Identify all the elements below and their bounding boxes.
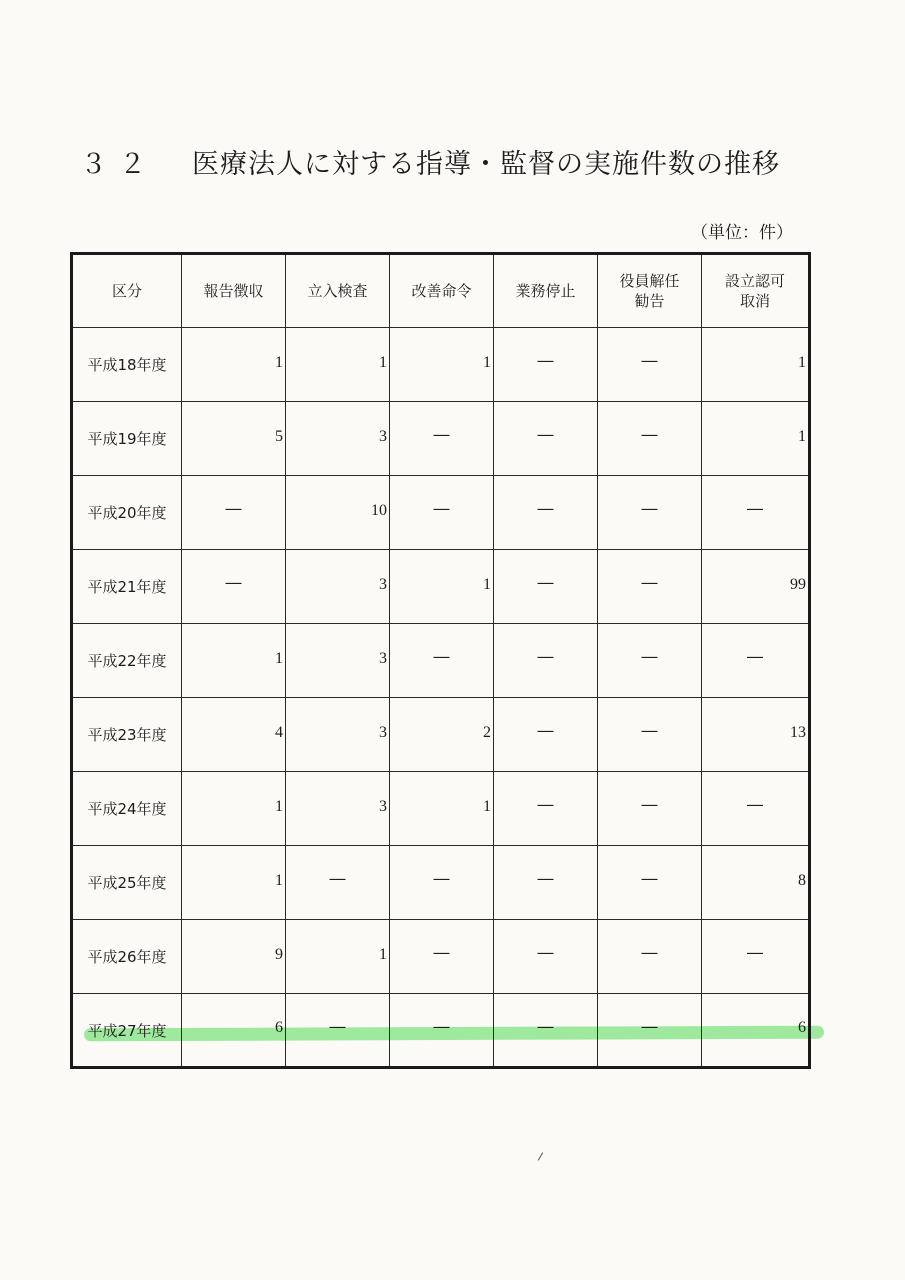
table-cell: ― — [702, 472, 810, 546]
row-year-label: 平成19年度 — [72, 402, 182, 476]
table-cell: ― — [390, 842, 494, 916]
column-header: 設立認可 取消 — [702, 254, 810, 328]
title-text: 医療法人に対する指導・監督の実施件数の推移 — [192, 149, 780, 180]
row-year-label: 平成18年度 — [72, 328, 182, 402]
table-cell: ― — [494, 842, 598, 916]
table-row — [72, 846, 810, 920]
table-cell: 1 — [390, 770, 494, 844]
table-cell: 3 — [286, 548, 390, 622]
table-cell: 13 — [702, 696, 810, 770]
row-year-label: 平成27年度 — [72, 994, 182, 1068]
table-row — [72, 328, 810, 402]
table-row — [72, 698, 810, 772]
table-cell: ― — [182, 472, 286, 546]
row-year-label: 平成21年度 — [72, 550, 182, 624]
table-cell: 6 — [702, 992, 810, 1066]
table-cell: ― — [598, 694, 702, 768]
table-cell: ― — [598, 324, 702, 398]
table-cell: 2 — [390, 696, 494, 770]
table-body — [72, 328, 810, 1068]
table-cell: ― — [390, 990, 494, 1064]
table-cell: ― — [494, 694, 598, 768]
table-cell: 3 — [286, 696, 390, 770]
table-cell: ― — [598, 990, 702, 1064]
table-cell: ― — [390, 398, 494, 472]
row-year-label: 平成26年度 — [72, 920, 182, 994]
table-cell: ― — [494, 620, 598, 694]
table-cell: ― — [702, 620, 810, 694]
table-cell: 1 — [182, 770, 286, 844]
table-cell: ― — [702, 768, 810, 842]
table-cell: ― — [598, 398, 702, 472]
table-cell: ― — [598, 620, 702, 694]
table-cell: ― — [390, 472, 494, 546]
table-cell: 99 — [702, 548, 810, 622]
inspection-count-table — [70, 252, 811, 1069]
table-cell: ― — [494, 916, 598, 990]
table-cell: ― — [598, 546, 702, 620]
table-cell: 1 — [390, 548, 494, 622]
table-cell: 6 — [182, 992, 286, 1066]
table-row — [72, 550, 810, 624]
table-cell: 5 — [182, 400, 286, 474]
table-cell: 1 — [702, 326, 810, 400]
table-cell: 1 — [182, 844, 286, 918]
table-cell: 1 — [390, 326, 494, 400]
column-header: 報告徴収 — [182, 254, 286, 328]
table-cell: 1 — [702, 400, 810, 474]
table-cell: ― — [390, 916, 494, 990]
table-row — [72, 624, 810, 698]
column-header: 立入検査 — [286, 254, 390, 328]
table-cell: ― — [390, 620, 494, 694]
row-year-label: 平成23年度 — [72, 698, 182, 772]
header-row — [72, 254, 810, 328]
table-cell: ― — [598, 768, 702, 842]
table-cell: ― — [182, 546, 286, 620]
table-cell: 8 — [702, 844, 810, 918]
table-row — [72, 994, 810, 1068]
table-cell: ― — [702, 916, 810, 990]
stray-mark — [538, 1152, 543, 1160]
table-cell: 1 — [286, 918, 390, 992]
table-row — [72, 402, 810, 476]
table-row — [72, 772, 810, 846]
table-row — [72, 476, 810, 550]
table-cell: 3 — [286, 400, 390, 474]
unit-note: （単位：件） — [691, 223, 793, 243]
table-cell: ― — [598, 842, 702, 916]
table-cell: ― — [286, 990, 390, 1064]
table-cell: ― — [494, 398, 598, 472]
document-title — [80, 142, 780, 181]
table-cell: 3 — [286, 622, 390, 696]
table-cell: ― — [598, 472, 702, 546]
table-cell: ― — [494, 990, 598, 1064]
row-year-label: 平成24年度 — [72, 772, 182, 846]
row-header-label: 区分 — [72, 254, 182, 328]
table-cell: 10 — [286, 474, 390, 548]
table-cell: 1 — [182, 622, 286, 696]
table-cell: ― — [494, 324, 598, 398]
column-header: 業務停止 — [494, 254, 598, 328]
row-year-label: 平成22年度 — [72, 624, 182, 698]
row-year-label: 平成20年度 — [72, 476, 182, 550]
column-header: 改善命令 — [390, 254, 494, 328]
table-cell: 1 — [182, 326, 286, 400]
table-cell: 1 — [286, 326, 390, 400]
row-year-label: 平成25年度 — [72, 846, 182, 920]
table-cell: 4 — [182, 696, 286, 770]
table-cell: ― — [494, 472, 598, 546]
table-cell: 3 — [286, 770, 390, 844]
table-cell: ― — [494, 546, 598, 620]
table-cell: ― — [286, 842, 390, 916]
column-header: 役員解任 勧告 — [598, 254, 702, 328]
table-cell: ― — [598, 916, 702, 990]
table-row — [72, 920, 810, 994]
table-cell: 9 — [182, 918, 286, 992]
section-number: ３２ — [80, 149, 158, 180]
table-cell: ― — [494, 768, 598, 842]
